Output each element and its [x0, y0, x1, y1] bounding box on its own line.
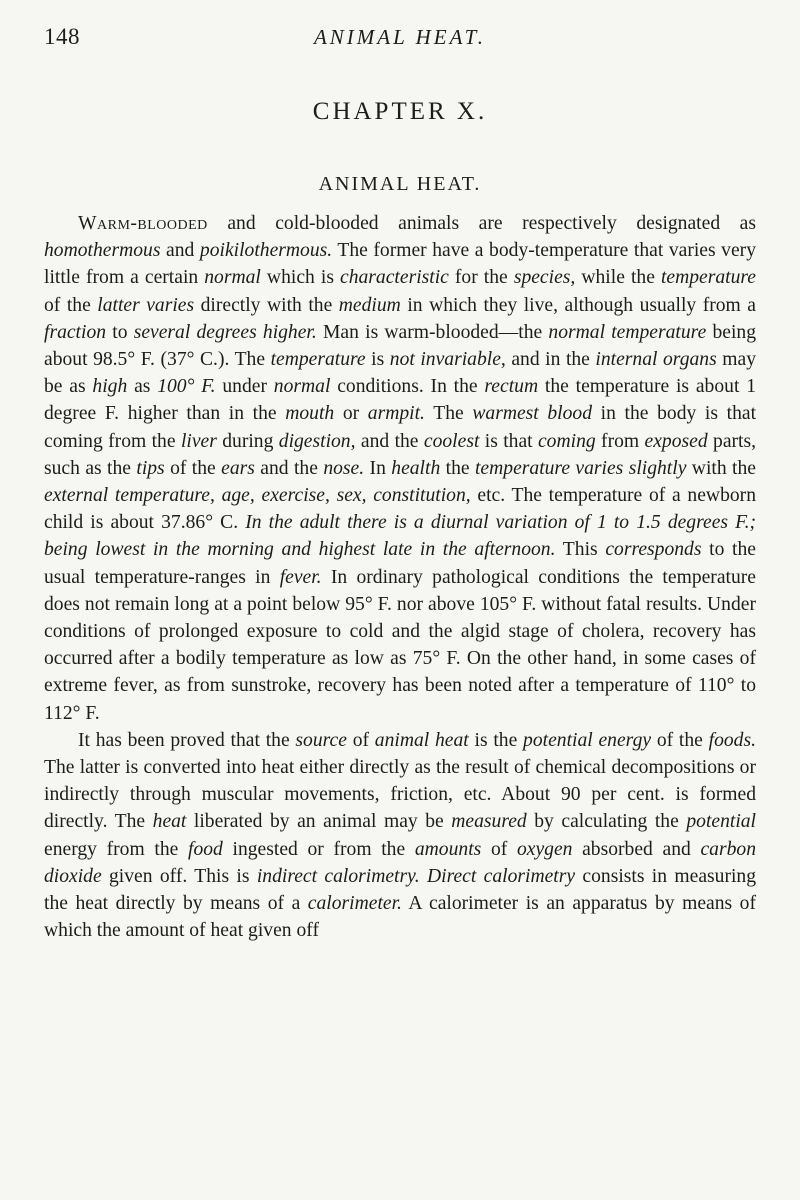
italic-text: not invariable, [389, 349, 506, 371]
italic-text: fraction [44, 321, 107, 343]
text-run: in which they live, although usually from a [400, 294, 756, 316]
text-run [420, 866, 427, 887]
chapter-title: CHAPTER X. [312, 98, 488, 125]
italic-text: tips [136, 457, 165, 479]
small-caps-text: Warm-blooded [78, 213, 208, 234]
text-run: from [595, 430, 645, 452]
italic-text: potential energy [523, 729, 652, 751]
text-run: and the [254, 457, 324, 479]
italic-text: liver [180, 430, 217, 452]
text-run: directly with the [194, 294, 339, 316]
italic-text: several degrees higher. [133, 321, 317, 343]
italic-text: poikilothermous. [199, 240, 333, 262]
italic-text: corresponds [605, 539, 702, 561]
text-run: of the [164, 457, 222, 479]
paragraph [44, 210, 756, 727]
text-run: to the usual temperature-ranges in [44, 539, 756, 588]
italic-text: internal organs [595, 349, 717, 371]
text-run: and cold-blooded animals are respectively designated as [207, 213, 756, 234]
italic-text: normal [204, 267, 261, 289]
italic-text: warmest blood [472, 403, 593, 425]
text-run: of [346, 729, 375, 751]
italic-text: food [188, 838, 223, 860]
italic-text: exposed [644, 430, 708, 452]
text-run: or [334, 403, 368, 425]
text-run: the [440, 457, 475, 479]
italic-text: high [92, 376, 128, 398]
italic-text: temperature varies slightly [474, 457, 687, 479]
text-run: A calorimeter is an apparatus by means of which the amount of heat given off [44, 893, 756, 942]
text-run: is the [468, 729, 524, 751]
text-run: with the [686, 457, 756, 479]
text-run: is [365, 349, 390, 371]
italic-text: digestion, [278, 430, 356, 452]
text-run: which is [260, 267, 341, 289]
page-number: 148 [44, 24, 80, 49]
italic-text: source [295, 729, 347, 751]
text-run: etc. The temperature of a newborn child is about 37.86° C. [44, 485, 756, 534]
text-run: consists in measuring the heat directly by means of a [44, 865, 757, 915]
italic-text: In the adult there is a diurnal variation of 1 to 1.5 degrees F.; being lowest in the morning and highest late in the afternoon. [44, 512, 756, 561]
text-run: under [215, 376, 274, 398]
italic-text: latter varies [97, 294, 195, 316]
italic-text: species, [513, 267, 576, 289]
italic-text: oxygen [516, 838, 573, 860]
italic-text: health [391, 457, 441, 479]
text-run: of the [651, 729, 709, 751]
italic-text: coolest [423, 430, 480, 452]
text-run: conditions. In the [330, 376, 485, 398]
italic-text: indirect calorimetry. [256, 865, 420, 887]
italic-text: nose. [323, 457, 365, 479]
italic-text: heat [152, 811, 187, 833]
text-run: during [216, 430, 279, 452]
text-run: In [364, 457, 392, 479]
italic-text: 100° F. [157, 376, 216, 398]
text-run: by calculating the [526, 811, 687, 833]
italic-text: mouth [285, 403, 335, 425]
text-run: ingested or from the [222, 838, 415, 860]
text-run: of [481, 838, 517, 860]
italic-text: Direct calorimetry [426, 865, 576, 887]
text-run: energy from the [44, 838, 188, 860]
italic-text: homothermous [44, 240, 161, 262]
italic-text: characteristic [340, 267, 449, 289]
paragraph [44, 727, 756, 945]
italic-text: carbon dioxide [44, 838, 756, 887]
italic-text: animal heat [374, 729, 469, 751]
italic-text: medium [338, 294, 401, 316]
italic-text: calorimeter. [307, 893, 402, 915]
italic-text: ears [221, 457, 255, 479]
italic-text: armpit. [367, 403, 425, 425]
text-run: The former have a body-temperature that varies very little from a certain [44, 240, 756, 289]
text-run: Man is warm-blooded—the [316, 321, 549, 343]
text-run: while the [575, 267, 661, 289]
text-run: and [160, 240, 200, 262]
body-text [44, 210, 756, 944]
text-run: for the [448, 267, 514, 289]
italic-text: external temperature, age, exercise, sex, constitution, [44, 485, 471, 507]
italic-text: normal [273, 376, 331, 398]
text-run: parts, such as the [44, 430, 757, 479]
text-run: In ordinary pathological conditions the temperature does not remain long at a point below 95° F. nor above 105° F. without fatal results. Under conditions of prolonged exposure to cold and the algid stage of cholera, recovery has occurred after a bodily temperature as low as 75° F. On the other hand, in some cases of extreme fever, as from sunstroke, recovery has been noted after a temperature of 110° to 112° F. [44, 566, 756, 724]
text-run: may be as [44, 349, 756, 398]
text-run: in the body is that coming from the [44, 403, 757, 452]
running-head: ANIMAL HEAT. [313, 25, 487, 49]
italic-text: measured [451, 811, 527, 833]
text-run: to [106, 321, 134, 343]
italic-text: normal temperature [548, 321, 707, 343]
italic-text: rectum [484, 376, 539, 398]
text-run: liberated by an animal may be [186, 811, 452, 833]
text-run: The latter is converted into heat either directly as the result of chemical decompositions or indirectly through muscular movements, friction, etc. About 90 per cent. is formed directly. The [44, 757, 756, 833]
italic-text: potential [686, 811, 757, 833]
text-run: absorbed and [572, 838, 701, 860]
text-run: The [424, 403, 473, 425]
text-run: and the [355, 430, 424, 452]
text-run: It has been proved that the [78, 729, 296, 751]
italic-text: amounts [414, 838, 482, 860]
text-run: given off. This is [101, 865, 257, 887]
italic-text: foods. [708, 729, 756, 751]
text-run: and in the [505, 349, 596, 371]
section-title: ANIMAL HEAT. [318, 173, 482, 195]
text-run: being about 98.5° F. (37° C.). The [44, 321, 757, 371]
italic-text: coming [537, 430, 596, 452]
italic-text: temperature [270, 349, 366, 371]
text-run: of the [44, 294, 98, 316]
text-run: as [127, 376, 158, 398]
italic-text: fever. [279, 566, 322, 588]
italic-text: temperature [660, 267, 756, 289]
text-run: the temperature is about 1 degree F. higher than in the [44, 376, 756, 425]
text-run: is that [479, 430, 538, 452]
text-run: This [555, 539, 606, 561]
